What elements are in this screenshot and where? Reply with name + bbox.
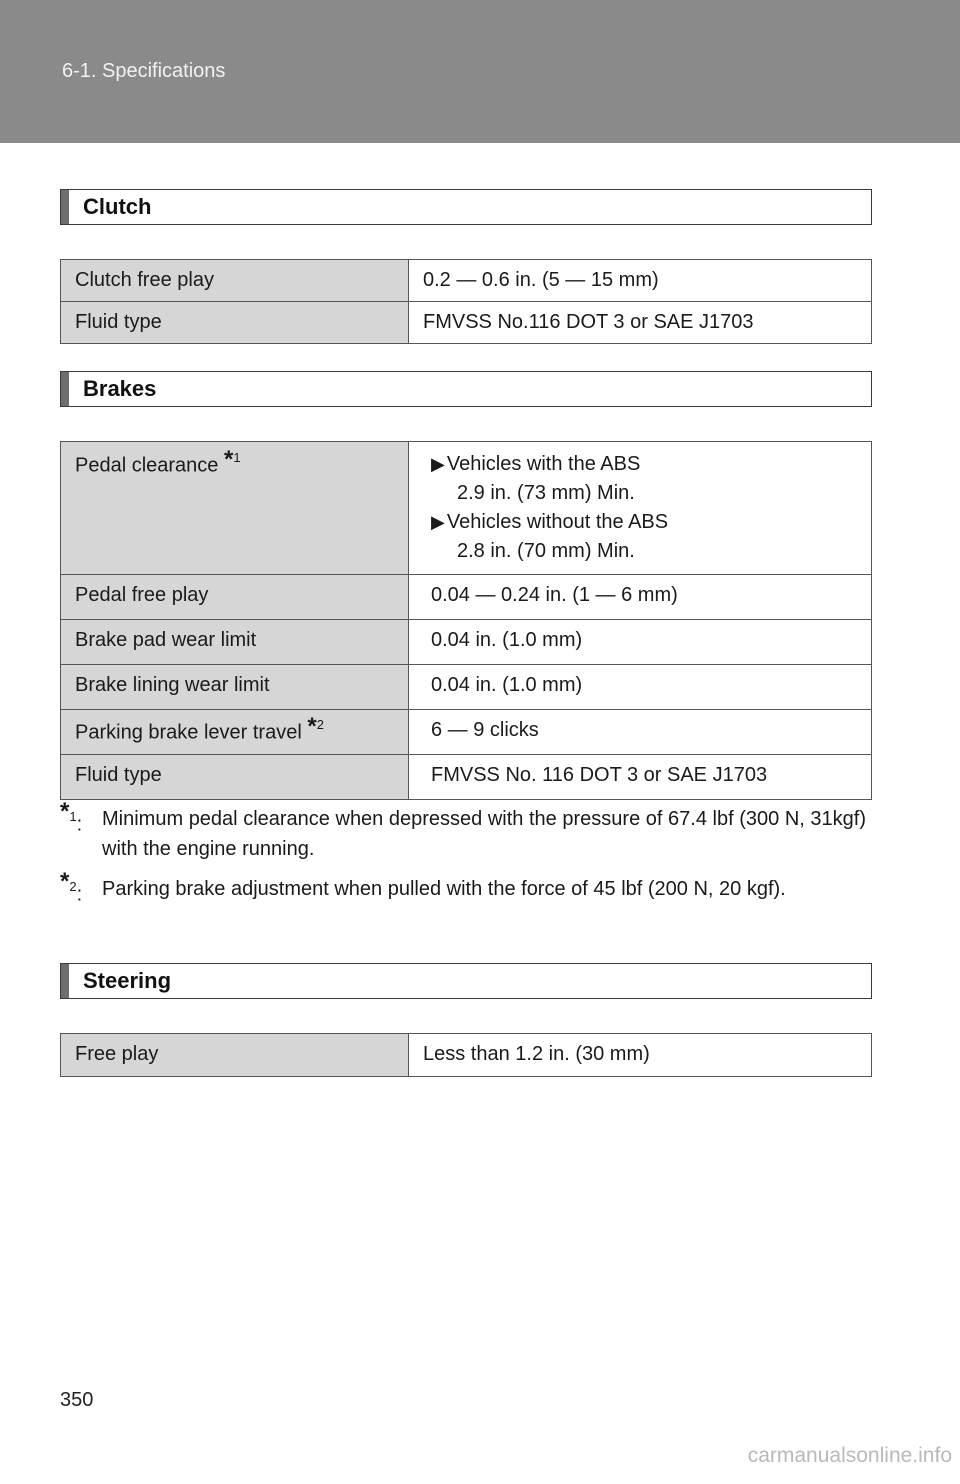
table-row	[61, 1034, 872, 1077]
footnote-1	[60, 798, 866, 864]
steering-spec-table	[60, 1033, 872, 1077]
row-label: Fluid type	[61, 755, 409, 800]
footnote-text: Minimum pedal clearance when depressed with the pressure of 67.4 lbf (300 N, 31kgf) with the engine running.	[102, 808, 866, 860]
row-value	[409, 442, 872, 575]
section-heading-steering	[60, 963, 872, 999]
triangle-right-icon: ▶	[431, 454, 445, 474]
section-heading-clutch	[60, 189, 872, 225]
table-row	[61, 260, 872, 302]
watermark: carmanualsonline.info	[747, 1444, 952, 1467]
row-value: 0.04 — 0.24 in. (1 — 6 mm)	[409, 575, 872, 620]
row-value: 0.04 in. (1.0 mm)	[409, 665, 872, 710]
footnote-mark: *$^1$:	[60, 798, 83, 836]
no-abs-value: 2.8 in. (70 mm) Min.	[457, 540, 635, 562]
row-label: Fluid type	[61, 302, 409, 344]
table-row	[61, 620, 872, 665]
footnote-2	[60, 868, 866, 906]
table-row	[61, 575, 872, 620]
no-abs-condition: ▶ Vehicles without the ABS	[431, 508, 857, 537]
row-label: Free play	[61, 1034, 409, 1077]
row-value: 0.2 — 0.6 in. (5 — 15 mm)	[409, 260, 872, 302]
section-title: Steering	[83, 968, 172, 993]
row-value: 6 — 9 clicks	[409, 710, 872, 755]
abs-value: 2.9 in. (73 mm) Min.	[457, 482, 635, 504]
row-label: Clutch free play	[61, 260, 409, 302]
section-heading-brakes	[60, 371, 872, 407]
page-header	[0, 0, 960, 143]
section-heading-marker	[61, 190, 69, 224]
abs-condition: ▶ Vehicles with the ABS	[431, 450, 857, 479]
section-heading-marker	[61, 372, 69, 406]
table-row	[61, 710, 872, 755]
section-heading-marker	[61, 964, 69, 998]
footnote-asterisk: *	[307, 713, 317, 740]
table-row	[61, 755, 872, 800]
footnote-ref: 2	[316, 717, 324, 732]
row-label: Pedal free play	[61, 575, 409, 620]
row-label: Brake lining wear limit	[61, 665, 409, 710]
footnote-ref: 1	[233, 450, 241, 465]
row-value: FMVSS No.116 DOT 3 or SAE J1703	[409, 302, 872, 344]
triangle-right-icon: ▶	[431, 512, 445, 532]
footnote-text: Parking brake adjustment when pulled with the force of 45 lbf (200 N, 20 kgf).	[102, 878, 786, 900]
row-value: FMVSS No. 116 DOT 3 or SAE J1703	[409, 755, 872, 800]
row-label	[61, 710, 409, 755]
parking-brake-label: Parking brake lever travel	[75, 721, 302, 744]
table-row	[61, 665, 872, 710]
table-row	[61, 302, 872, 344]
section-title: Brakes	[83, 376, 157, 401]
row-value: Less than 1.2 in. (30 mm)	[409, 1034, 872, 1077]
table-row	[61, 442, 872, 575]
brakes-spec-table	[60, 441, 872, 800]
clutch-spec-table	[60, 259, 872, 344]
footnote-asterisk: *	[224, 446, 234, 473]
row-value: 0.04 in. (1.0 mm)	[409, 620, 872, 665]
pedal-clearance-label: Pedal clearance	[75, 454, 219, 477]
row-label	[61, 442, 409, 575]
section-title: Clutch	[83, 194, 152, 219]
breadcrumb: 6-1. Specifications	[62, 60, 226, 82]
row-label: Brake pad wear limit	[61, 620, 409, 665]
page-number: 350	[60, 1389, 94, 1411]
footnote-mark: *$^2$:	[60, 868, 83, 906]
